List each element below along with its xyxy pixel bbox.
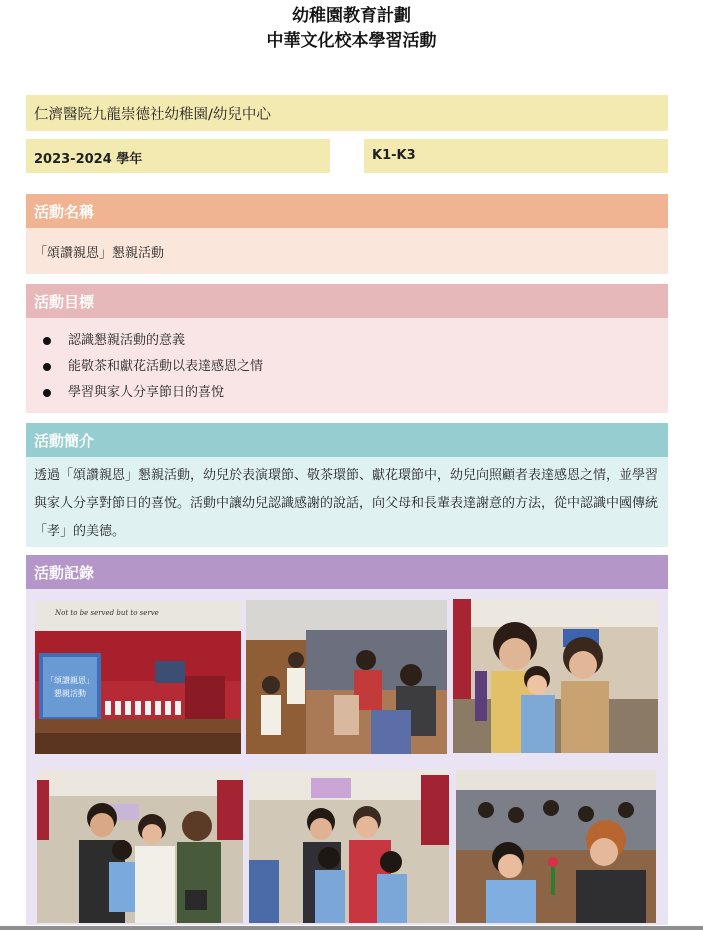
activity-record-heading: 活動記錄 — [26, 555, 668, 589]
list-item — [34, 380, 660, 406]
objective-text: 認識懇親活動的意義 — [68, 333, 186, 348]
objective-text: 能敬茶和獻花活動以表達感恩之情 — [68, 359, 264, 374]
activity-intro-heading: 活動簡介 — [26, 423, 668, 457]
activity-name-text: 「頌讚親恩」懇親活動 — [26, 228, 668, 274]
photo-gallery — [26, 589, 668, 925]
list-item — [34, 354, 660, 380]
photo-grandmother-boys — [249, 770, 449, 923]
school-year: 2023-2024 學年 — [26, 139, 330, 173]
bullet-icon — [43, 363, 51, 371]
school-name: 仁濟醫院九龍崇德社幼稚園/幼兒中心 — [26, 95, 668, 131]
objectives-list — [34, 328, 660, 406]
activity-objectives-heading: 活動目標 — [26, 284, 668, 318]
photo-children-families — [246, 600, 447, 754]
stage-banner-text: Not to be served but to serve — [55, 609, 159, 617]
photo-family-three — [37, 770, 243, 923]
page-bottom-edge — [0, 926, 703, 930]
list-item — [34, 328, 660, 354]
activity-intro-text: 透過「頌讚親恩」懇親活動，幼兒於表演環節、敬茶環節、獻花環節中，幼兒向照顧者表達感恩之情，並學習與家人分享對節日的喜悅。活動中讓幼兒認識感謝的說話，向父母和長輩表達謝意的方法，從中認識中國傳統「孝」的美德。 — [26, 457, 668, 547]
document-title — [0, 4, 703, 54]
objective-text: 學習與家人分享節日的喜悅 — [68, 385, 225, 400]
activity-name-heading: 活動名稱 — [26, 194, 668, 228]
stage-screen-text-2: 懇親活動 — [54, 689, 86, 698]
stage-screen-text-1: 「頌讚親恩」 — [46, 676, 94, 685]
photo-stage-performance — [35, 601, 241, 754]
photo-mother-son — [453, 599, 658, 753]
bullet-icon — [43, 337, 51, 345]
grade-level: K1-K3 — [364, 139, 668, 173]
title-line-1: 幼稚園教育計劃 — [292, 6, 411, 26]
title-line-2: 中華文化校本學習活動 — [266, 31, 437, 51]
bullet-icon — [43, 389, 51, 397]
photo-girl-flower — [456, 770, 656, 923]
activity-objectives-body — [26, 318, 668, 413]
